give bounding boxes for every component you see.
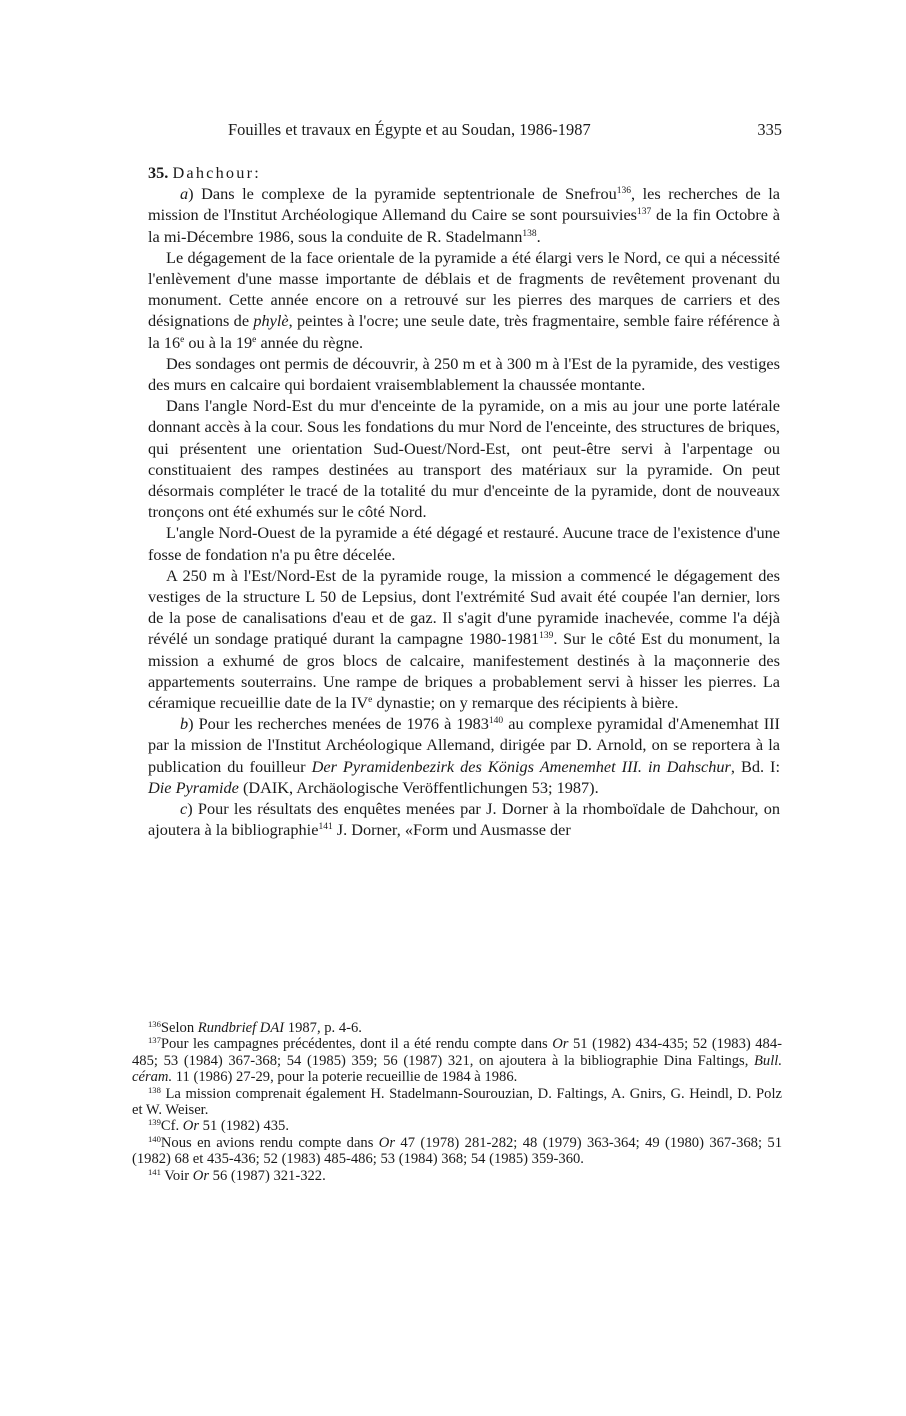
paragraph — [148, 713, 780, 798]
text-run: A 250 m à l'Est/Nord-Est de la pyramide rouge, la mission a commencé le dégagement des vestiges de la structure L 50 de Lepsius, dont l'extrémité Sud avait été coupée l'an dernier, lors de la pose de canalisations d'eau et de gaz. Il s'agit d'une pyramide inachevée, comme l'a déjà révélé un sondage pratiqué durant la campagne 1980-1981 — [148, 565, 780, 649]
text-run: (DAIK, Archäologische Veröffentlichungen 53; 1987). — [238, 777, 599, 797]
italic-text: phylè — [253, 311, 289, 331]
text-run: , Bd. I: — [730, 756, 780, 776]
text-run: L'angle Nord-Ouest de la pyramide a été dégagé et restauré. Aucune trace de l'existence d'une fosse de fondation n'a pu être décelée. — [148, 523, 780, 564]
note-reference: 137 — [637, 207, 652, 218]
italic-text: Or — [182, 1118, 199, 1135]
text-run: de la fin Octobre à la mi-Décembre 1986, sous la conduite de R. Stadelmann — [148, 205, 780, 246]
footnote — [132, 1118, 782, 1134]
paragraph — [148, 565, 780, 713]
italic-text: c — [180, 799, 188, 819]
text-run: 1987, p. 4-6. — [284, 1020, 362, 1036]
text-run: ) Pour les recherches menées de 1976 à 1983 — [188, 714, 489, 734]
text-run: La mission comprenait également H. Stadelmann-Sourouzian, D. Faltings, A. Gnirs, G. Heindl, D. Polz et W. Weiser. — [132, 1085, 782, 1119]
note-reference: 141 — [148, 1166, 161, 1177]
text-run: année du règne. — [256, 332, 364, 352]
note-reference: 137 — [148, 1035, 161, 1046]
text-run: Nous en avions rendu compte dans — [160, 1134, 379, 1151]
running-title: Fouilles et travaux en Égypte et au Soudan, 1986-1987 — [228, 120, 591, 139]
paragraph — [148, 798, 780, 840]
note-reference: 141 — [318, 822, 333, 833]
footnote — [132, 1020, 782, 1036]
text-run: Des sondages ont permis de découvrir, à 250 m et à 300 m à l'Est de la pyramide, des vestiges des murs en calcaire qui bordaient vraisemblablement la chaussée montante. — [148, 353, 780, 395]
note-reference: 138 — [522, 228, 537, 239]
article-body — [148, 162, 780, 841]
section-number: 35. — [148, 163, 169, 182]
text-run: 47 (1978) 281-282; 48 (1979) 363-364; 49 (1980) 367-368; 51 (1982) 68 et 435-436; 52 (1983) 485-486; 53 (1984) 368; 54 (1985) 359-360. — [132, 1134, 782, 1168]
text-run: ou à la 19 — [184, 332, 253, 352]
paragraph — [148, 395, 780, 522]
italic-text: b — [180, 714, 189, 734]
italic-text: a — [180, 184, 189, 204]
italic-text: Bull. céram. — [132, 1052, 782, 1086]
note-reference: 139 — [539, 631, 554, 642]
paragraph — [148, 353, 780, 395]
text-run: . — [536, 226, 541, 246]
italic-text: Or — [552, 1036, 569, 1053]
section-name: Dahchour: — [172, 163, 261, 182]
note-reference: 139 — [148, 1117, 161, 1128]
note-reference: 136 — [616, 186, 631, 197]
note-reference: 140 — [488, 716, 504, 727]
italic-text: Die Pyramide — [148, 777, 239, 797]
text-run: Voir — [160, 1167, 193, 1184]
page-number: 335 — [757, 120, 782, 139]
text-run: 11 (1986) 27-29, pour la poterie recueillie de 1984 à 1986. — [172, 1069, 518, 1086]
note-reference: e — [180, 334, 185, 345]
text-run: Selon — [160, 1020, 198, 1036]
text-run: . Sur le côté Est du monument, la mission a exhumé de gros blocs de calcaire, manifestement destinés à la maçonnerie des appartements souterrains. Une rampe de briques a probablement servi à hisser les pierres. La céramique recueillie date de la IV — [148, 629, 780, 713]
text-run: 56 (1987) 321-322. — [209, 1167, 326, 1184]
text-run: 51 (1982) 434-435; 52 (1983) 484-485; 53 (1984) 367-368; 54 (1985) 359; 56 (1987) 321, on ajoutera à la bibliographie Dina Faltings, — [132, 1036, 782, 1069]
text-run: Dans l'angle Nord-Est du mur d'enceinte de la pyramide, on a mis au jour une porte latérale donnant accès à la cour. Sous les fondations du mur Nord de l'enceinte, des structures de briques, qui présentent une orientation Sud-Ouest/Nord-Est, ont peut-être servi à l'arpentage ou constituaient des rampes destinées au transport des matériaux sur la pyramide. On peut désormais compléter le tracé de la totalité du mur d'enceinte de la pyramide, dont de nouveaux tronçons ont été exhumés sur le côté Nord. — [148, 396, 780, 522]
note-reference: 138 — [148, 1084, 161, 1095]
italic-text: Der Pyramidenbezirk des Königs Amenemhet III. in Dahschur — [311, 756, 731, 776]
text-run: dynastie; on y remarque des récipients à bière. — [372, 693, 679, 713]
footnotes — [132, 1020, 782, 1184]
paragraph — [148, 183, 780, 247]
paragraph — [148, 247, 780, 353]
text-run: au complexe pyramidal d'Amenemhat III par la mission de l'Institut Archéologique Allemand, dirigée par D. Arnold, on se reportera à la publication du fouilleur — [148, 714, 780, 776]
section-heading — [148, 162, 780, 183]
text-run: , les recherches de la mission de l'Institut Archéologique Allemand du Caire se sont poursuivies — [148, 184, 780, 225]
footnote — [132, 1135, 782, 1168]
italic-text: Or — [378, 1134, 396, 1151]
note-reference: e — [368, 695, 373, 706]
text-run: Le dégagement de la face orientale de la pyramide a été élargi vers le Nord, ce qui a nécessité l'enlèvement d'une masse importante de déblais et de fragments de revêtement provenant du monument. Cette année encore on a retrouvé sur les pierres des marques de carriers et des désignations de — [148, 247, 780, 331]
text-run: 51 (1982) 435. — [199, 1118, 289, 1135]
note-reference: 136 — [148, 1019, 161, 1029]
text-run: Cf. — [160, 1118, 183, 1135]
footnote — [132, 1168, 782, 1184]
footnote — [132, 1086, 782, 1119]
footnote — [132, 1036, 782, 1085]
text-run: , peintes à l'ocre; une seule date, très fragmentaire, semble faire référence à la 16 — [148, 311, 781, 352]
italic-text: Or — [192, 1167, 210, 1184]
note-reference: e — [252, 334, 257, 345]
text-run: J. Dorner, «Form und Ausmasse der — [332, 820, 571, 840]
text-run: ) Pour les résultats des enquêtes menées par J. Dorner à la rhomboïdale de Dahchour, on ajoutera à la bibliographie — [148, 799, 780, 840]
note-reference: 140 — [148, 1133, 161, 1144]
italic-text: Rundbrief DAI — [197, 1020, 285, 1036]
paragraph — [148, 522, 780, 564]
text-run: Pour les campagnes précédentes, dont il a été rendu compte dans — [160, 1036, 553, 1053]
text-run: ) Dans le complexe de la pyramide septentrionale de Snefrou — [188, 184, 617, 204]
